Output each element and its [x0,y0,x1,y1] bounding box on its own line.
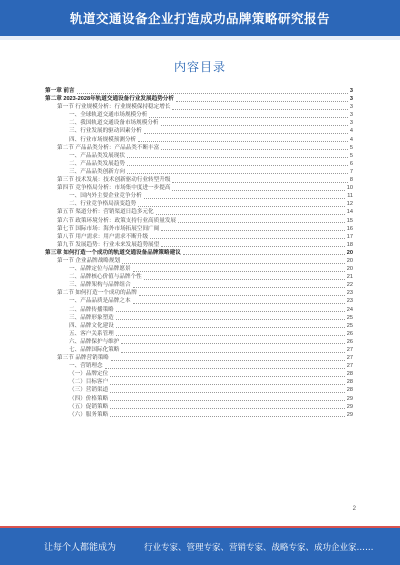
toc-entry-title: 第二节 如何打造一个成功的品牌 [57,290,137,297]
toc-leader-dots [161,242,345,247]
toc-entry-title: 四、行业市场规模预测分析 [69,136,137,143]
toc-entry-page: 8 [349,177,353,184]
toc-entry-title: （三）营销渠道 [69,387,109,394]
toc-entry-title: 一、国内外主要企业竞争分析 [69,193,142,200]
toc-entry-page: 26 [346,330,353,337]
toc-entry[interactable] [45,184,353,192]
toc-entry[interactable] [45,281,353,289]
footer-banner [0,506,400,565]
toc-leader-dots [127,169,348,174]
toc-entry[interactable] [45,217,353,225]
toc-entry-title: （一）品牌定位 [69,371,109,378]
toc-entry[interactable] [45,386,353,394]
toc-leader-dots [121,348,344,353]
toc-entry[interactable] [45,87,353,95]
toc-leader-dots [138,137,348,142]
toc-heading: 内容目录 [173,60,226,74]
toc-entry-page: 26 [346,338,353,345]
toc-leader-dots [176,97,348,102]
toc-entry-title: 二、产品品类发展趋势 [69,160,125,167]
toc-entry-page: 28 [346,371,353,378]
toc-entry-page: 5 [349,144,353,151]
footer-slogan-right: 行业专家、管理专家、营销专家、战略专家、成功企业家…… [144,542,374,553]
toc-entry-page: 17 [346,233,353,240]
toc-entry-title: 三、品牌形象塑造 [69,314,114,321]
toc-entry[interactable] [45,403,353,411]
toc-entry-page: 5 [349,152,353,159]
toc-entry[interactable] [45,160,353,168]
toc-leader-dots [178,218,345,223]
toc-entry-page: 3 [349,104,353,111]
toc-leader-dots [183,250,345,255]
toc-entry-page: 25 [346,314,353,321]
toc-entry[interactable] [45,95,353,103]
toc-leader-dots [122,259,345,264]
toc-entry-title: 一、产品品质是品牌之本 [69,298,131,305]
toc-entry-page: 20 [346,249,353,256]
toc-entry-title: 三、品牌架构与品牌组合 [69,282,131,289]
toc-entry-page: 11 [347,193,353,200]
toc-entry-page: 29 [346,403,353,410]
toc-entry-page: 4 [349,136,353,143]
toc-leader-dots [144,129,348,134]
toc-leader-dots [77,89,348,94]
toc-entry[interactable] [45,378,353,386]
toc-entry[interactable] [45,362,353,370]
footer-slogan-left: 让每个人都能成为 [44,543,117,553]
toc-entry-page: 25 [346,322,353,329]
toc-leader-dots [139,291,345,296]
toc-entry-title: 第二章 2023-2028年轨道交通设备行业发展趋势分析 [45,96,174,103]
toc-entry[interactable] [45,249,353,257]
toc-entry-page: 3 [349,88,353,94]
toc-entry-title: 第三章 如何打造一个成功的轨道交通设备品牌策略建议 [45,249,181,256]
toc-entry-title: 二、品牌传播策略 [69,306,114,313]
toc-entry-title: 第三节 技术发展：技术创新驱动行业转型升级 [57,177,171,184]
toc-entry-title: 二、行业竞争格局演变趋势 [69,201,137,208]
toc-entry-title: 六、品牌保护与维护 [69,338,120,345]
toc-entry-title: 第六节 政策环境分析：政策支持行业高质量发展 [57,217,177,224]
toc-leader-dots [121,339,344,344]
toc-entry-page: 27 [346,355,353,362]
toc-entry-title: 一、营销理念 [69,363,103,370]
toc-leader-dots [161,121,348,126]
toc-entry[interactable] [45,103,353,111]
toc-leader-dots [110,380,345,385]
toc-entry-title: 一、全球轨道交通市场规模分析 [69,112,148,119]
toc-entry[interactable] [45,111,353,119]
toc-entry-title: 第一章 前言 [45,88,75,94]
toc-entry-page: 20 [346,257,353,264]
toc-entry-title: （四）价格策略 [69,395,109,402]
toc-leader-dots [116,315,345,320]
toc-leader-dots [111,356,345,361]
toc-entry[interactable] [45,144,353,152]
toc-leader-dots [110,372,345,377]
toc-entry-title: 四、品牌文化建设 [69,322,114,329]
toc-entry-page: 29 [346,395,353,402]
toc-entry-page: 27 [346,347,353,353]
toc-entry-title: 一、产品品类发展现状 [69,152,125,159]
toc-entry[interactable] [45,168,353,176]
toc-entry-page: 29 [346,411,353,418]
toc-entry[interactable] [45,297,353,305]
toc-entry-title: （五）促销策略 [69,403,109,410]
toc-entry-page: 7 [349,168,353,175]
toc-entry[interactable] [45,395,353,403]
toc-entry-page: 23 [346,298,353,305]
toc-entry[interactable] [45,192,353,200]
toc-entry-page: 6 [349,160,353,167]
toc-entry[interactable] [45,314,353,322]
toc-entry-title: 一、品牌定位与品牌愿景 [69,266,131,273]
toc-entry[interactable] [45,346,353,354]
toc-leader-dots [110,404,345,409]
toc-entry[interactable] [45,127,353,135]
toc-entry[interactable] [45,306,353,314]
toc-leader-dots [105,364,345,369]
toc-leader-dots [156,210,345,215]
toc-leader-dots [172,178,347,183]
toc-entry-title: 第一节 企业品牌战略规划 [57,257,121,264]
toc-entry-title: 第三节 品牌营销策略 [57,355,109,362]
toc-leader-dots [161,226,345,231]
toc-entry-title: 第四节 竞争格局分析：市场集中度进一步提高 [57,185,171,192]
toc-entry-page: 12 [346,201,353,208]
toc-entry-title: （二）目标客户 [69,379,109,386]
toc-leader-dots [133,267,345,272]
toc-leader-dots [172,186,344,191]
toc-entry-page: 3 [349,112,353,119]
toc-entry-page: 28 [346,379,353,386]
toc-entry-page: 16 [346,225,353,232]
toc-entry[interactable] [45,370,353,378]
toc-entry-page: 4 [349,128,353,135]
toc-entry[interactable] [45,152,353,160]
toc-entry[interactable] [45,176,353,184]
toc-leader-dots [133,299,345,304]
toc-entry-page: 3 [349,96,353,103]
toc-entry[interactable] [45,265,353,273]
report-title-banner [0,0,400,36]
toc-leader-dots [116,307,345,312]
toc-leader-dots [127,161,348,166]
toc-entry-title: 第七节 国际市场：海外市场拓展空间广阔 [57,225,160,232]
header-divider [0,36,400,40]
toc-entry-page: 14 [346,209,353,216]
toc-entry[interactable] [45,208,353,216]
toc-entry-page: 20 [346,266,353,273]
toc-entry-title: 第八节 用户需求：用户需求不断升级 [57,233,149,240]
toc-entry[interactable] [45,338,353,346]
toc-entry[interactable] [45,241,353,249]
toc-leader-dots [110,412,345,417]
toc-leader-dots [116,323,345,328]
toc-entry-title: 第九节 发展趋势：行业未来发展趋势展望 [57,241,160,248]
toc-entry[interactable] [45,354,353,362]
toc-entry-page: 27 [346,363,353,370]
toc-leader-dots [149,113,348,118]
toc-leader-dots [116,331,345,336]
toc-leader-dots [138,202,345,207]
toc-leader-dots [127,153,348,158]
page-number: 2 [352,506,356,512]
footer-accent-line [0,526,400,528]
toc-entry-title: 第五节 渠道分析：营销渠道日趋多元化 [57,209,154,216]
toc-entry-title: 七、品牌国际化策略 [69,347,120,353]
toc-leader-dots [110,396,345,401]
toc-entry[interactable] [45,330,353,338]
toc-entry-page: 10 [346,185,353,192]
toc-leader-dots [172,105,347,110]
toc-entry[interactable] [45,136,353,144]
toc-entry[interactable] [45,225,353,233]
toc-entry-title: 三、行业发展的驱动因素分析 [69,128,142,135]
toc-entry[interactable] [45,322,353,330]
toc-entry-title: 五、客户关系管理 [69,330,114,337]
toc-entry[interactable] [45,411,353,419]
toc-entry-page: 21 [346,274,353,281]
toc-entry-page: 22 [346,282,353,289]
toc-entry[interactable] [45,273,353,281]
toc-entry-title: 二、品牌核心价值与品牌个性 [69,274,142,281]
toc-entry-title: 第一节 行业规模分析：行业规模保持稳定增长 [57,104,171,111]
toc-entry-page: 15 [346,217,353,224]
table-of-contents [45,87,353,419]
toc-entry[interactable] [45,289,353,297]
toc-entry-title: （六）服务策略 [69,411,109,418]
toc-leader-dots [144,194,345,199]
toc-entry-title: 三、产品品类创新方向 [69,168,125,175]
toc-leader-dots [161,145,348,150]
toc-entry-title: 二、我国轨道交通设备市场规模分析 [69,120,159,127]
toc-leader-dots [110,388,345,393]
toc-leader-dots [150,234,345,239]
toc-entry-page: 28 [346,387,353,394]
toc-entry[interactable] [45,119,353,127]
toc-entry-page: 23 [346,290,353,297]
toc-leader-dots [144,275,345,280]
toc-entry[interactable] [45,233,353,241]
toc-entry-page: 24 [346,306,353,313]
toc-entry[interactable] [45,257,353,265]
toc-leader-dots [133,283,345,288]
toc-entry[interactable] [45,200,353,208]
report-title: 轨道交通设备企业打造成功品牌策略研究报告 [69,11,330,26]
toc-entry-page: 3 [349,120,353,127]
toc-entry-title: 第二节 产品品类分析：产品品类不断丰富 [57,144,160,151]
toc-entry-page: 18 [346,241,353,248]
